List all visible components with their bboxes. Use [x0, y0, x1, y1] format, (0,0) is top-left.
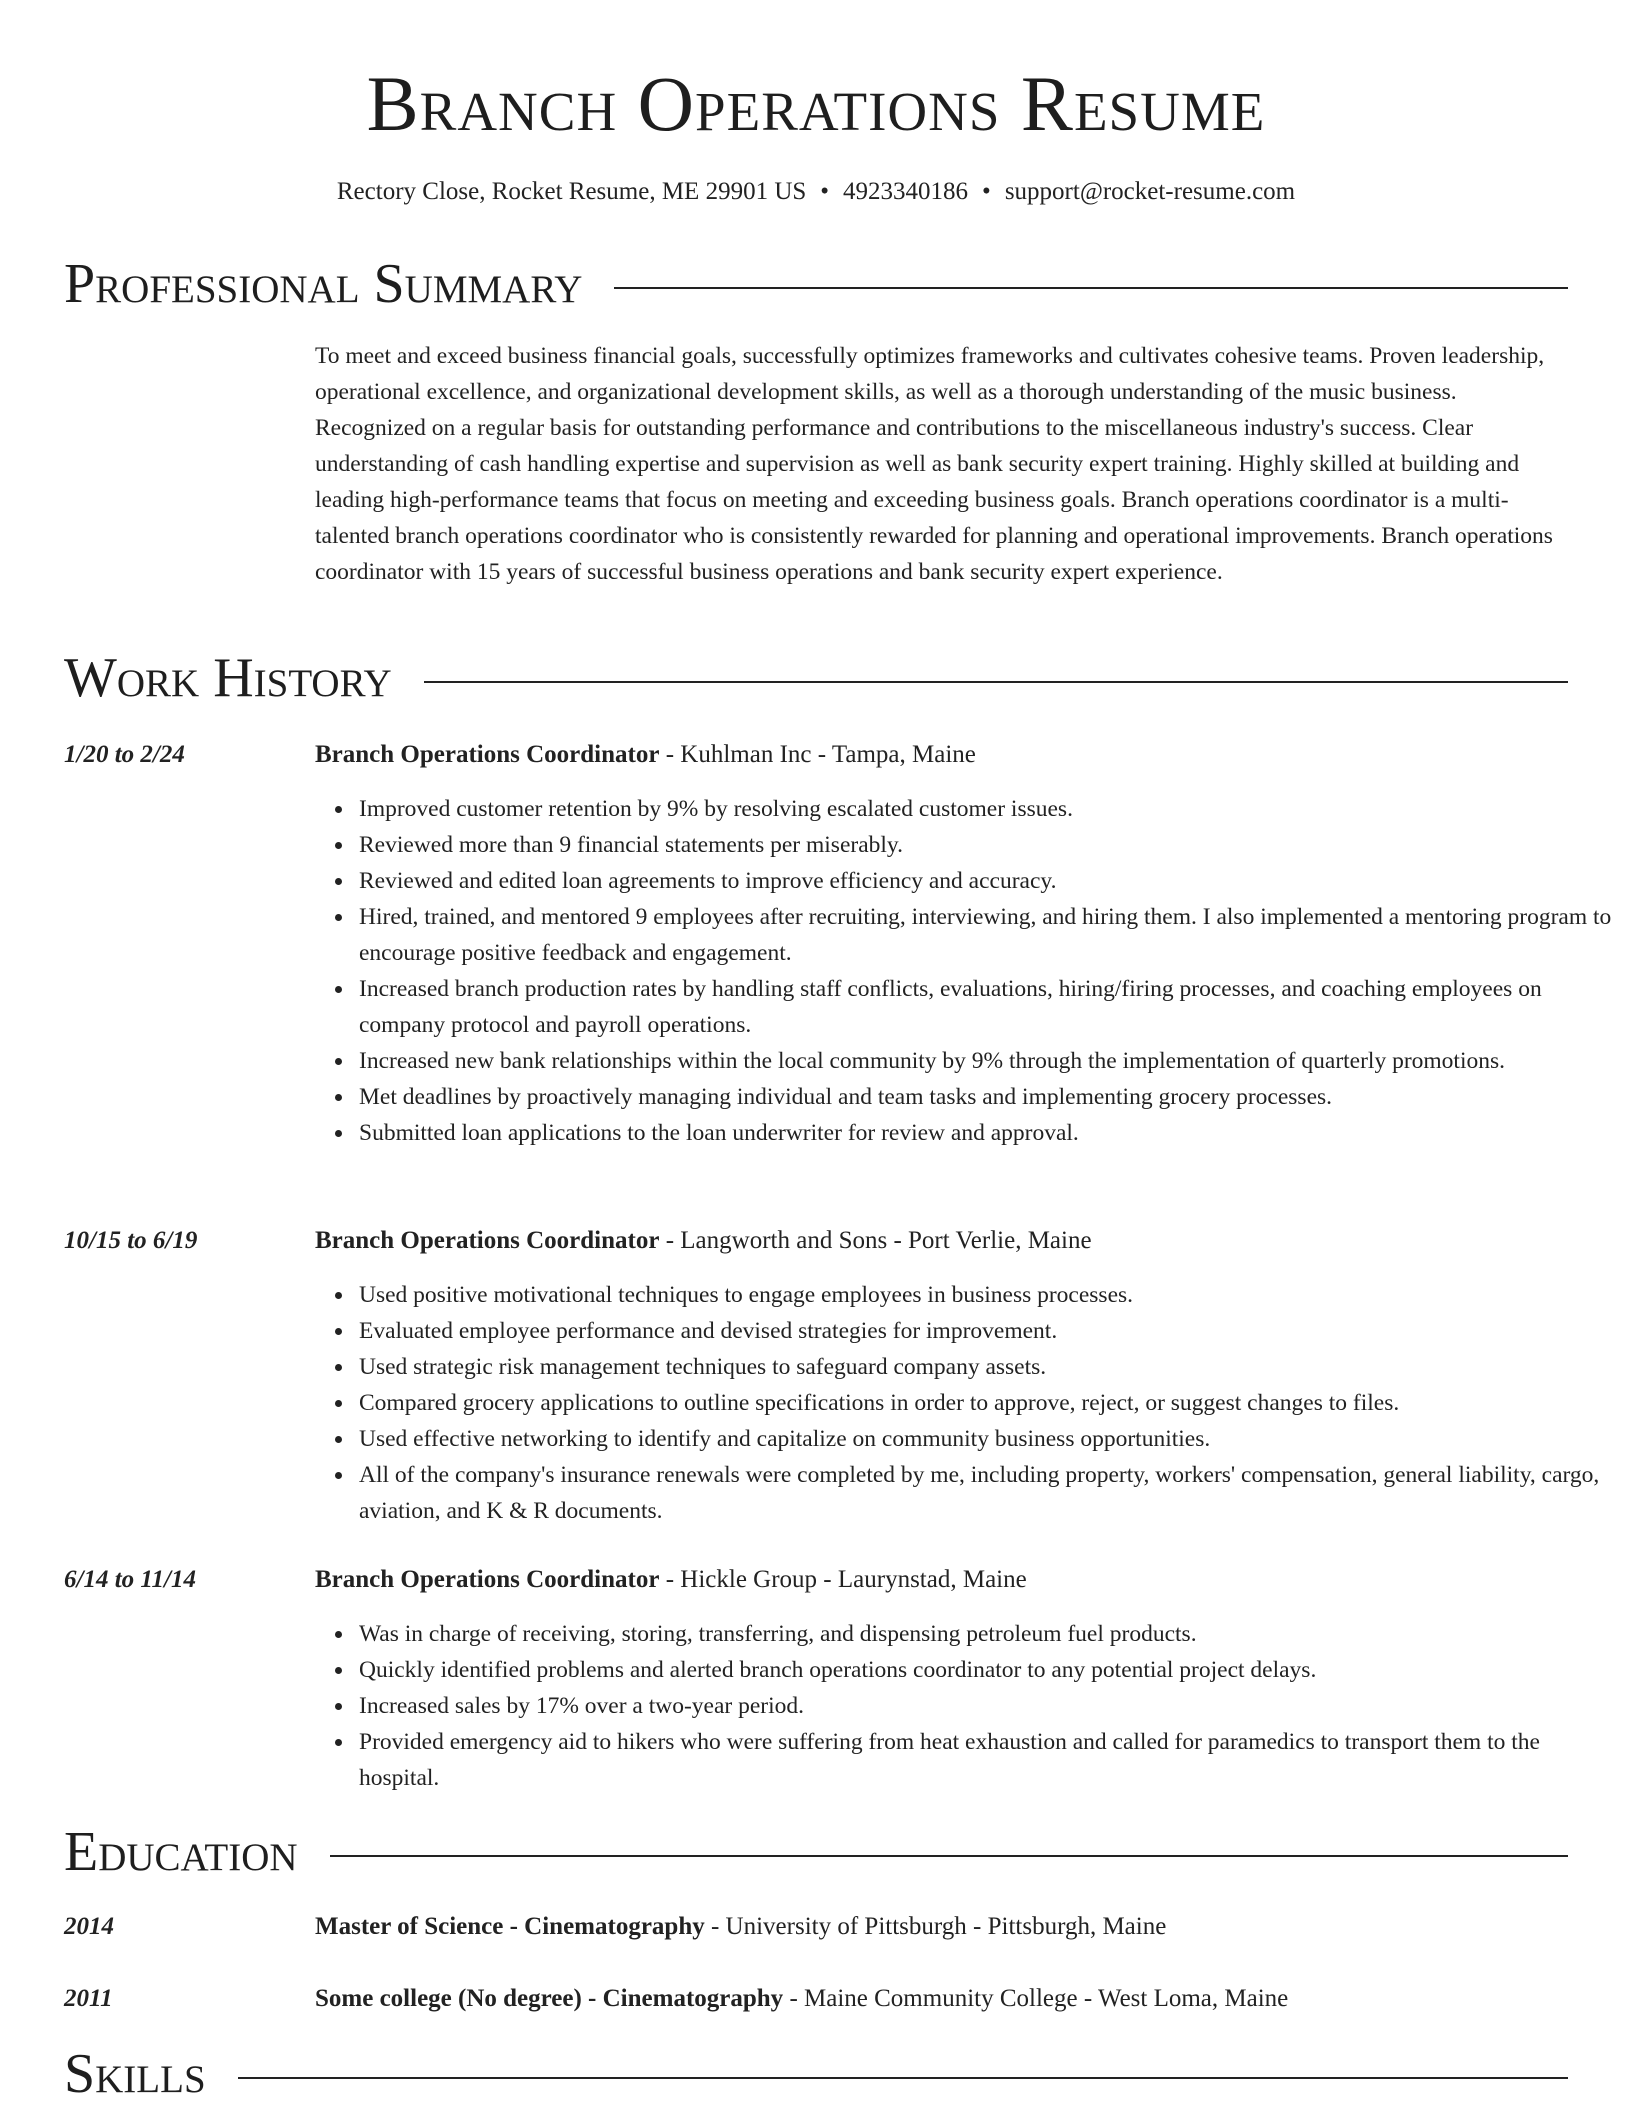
job-bullet: Compared grocery applications to outline specifications in order to approve, reject, or suggest changes to files. — [359, 1385, 1624, 1421]
job-bullet: Was in charge of receiving, storing, transferring, and dispensing petroleum fuel products. — [359, 1616, 1624, 1652]
job-bullet: Increased branch production rates by handling staff conflicts, evaluations, hiring/firing processes, and coaching employees on company protocol and payroll operations. — [359, 971, 1624, 1043]
resume-title: Branch Operations Resume — [366, 60, 1266, 147]
job-bullet: Used strategic risk management techniques to safeguard company assets. — [359, 1349, 1624, 1385]
job-heading — [315, 737, 1568, 773]
contact-email: support@rocket-resume.com — [1004, 178, 1296, 205]
job-bullets — [359, 1277, 1624, 1529]
education-section-title: Education — [64, 1821, 298, 1883]
summary-section-header — [64, 252, 1568, 316]
job-bullet: Met deadlines by proactively managing individual and team tasks and implementing grocery processes. — [359, 1079, 1624, 1115]
job-dates: 6/14 to 11/14 — [64, 1566, 196, 1593]
job-bullet: Improved customer retention by 9% by resolving escalated customer issues. — [359, 791, 1624, 827]
education-heading — [315, 1909, 1568, 1945]
education-year: 2014 — [64, 1913, 114, 1940]
job-bullet: Provided emergency aid to hikers who were suffering from heat exhaustion and called for paramedics to transport them to the hospital. — [359, 1724, 1624, 1796]
section-divider — [614, 287, 1568, 289]
job-bullet: Increased new bank relationships within the local community by 9% through the implementation of quarterly promotions. — [359, 1043, 1624, 1079]
contact-address: Rectory Close, Rocket Resume, ME 29901 US — [336, 178, 807, 205]
contact-separator: • — [820, 178, 830, 205]
job-details: - Kuhlman Inc - Tampa, Maine — [659, 741, 976, 768]
job-role: Branch Operations Coordinator — [315, 741, 660, 768]
job-bullet: All of the company's insurance renewals were completed by me, including property, workers' compensation, general liability, cargo, aviation, and K & R documents. — [359, 1457, 1624, 1529]
education-degree: Master of Science - Cinematography — [315, 1913, 705, 1940]
job-bullet: Used positive motivational techniques to engage employees in business processes. — [359, 1277, 1624, 1313]
job-role: Branch Operations Coordinator — [315, 1566, 660, 1593]
section-divider — [424, 681, 1568, 683]
education-heading — [315, 1981, 1568, 2017]
work-section-title: Work History — [64, 647, 392, 709]
work-section-header — [64, 646, 1568, 710]
job-bullet: Quickly identified problems and alerted branch operations coordinator to any potential project delays. — [359, 1652, 1624, 1688]
education-details: - University of Pittsburgh - Pittsburgh, Maine — [704, 1913, 1167, 1940]
contact-separator: • — [982, 178, 991, 205]
job-bullet: Evaluated employee performance and devised strategies for improvement. — [359, 1313, 1624, 1349]
contact-phone: 4923340186 — [843, 178, 969, 205]
job-bullet: Reviewed more than 9 financial statements per miserably. — [359, 827, 1624, 863]
education-details: - Maine Community College - West Loma, Maine — [783, 1985, 1289, 2012]
job-bullet: Hired, trained, and mentored 9 employees after recruiting, interviewing, and hiring them. I also implemented a mentoring program to encourage positive feedback and engagement. — [359, 899, 1624, 971]
summary-text: To meet and exceed business financial goals, successfully optimizes frameworks and cultivates cohesive teams. Proven leadership, operational excellence, and organizational development skills, as well as a thorough understanding of the music business. Recognized on a regular basis for outstanding performance and contributions to the miscellaneous industry's success. Clear understanding of cash handling expertise and supervision as well as bank security expert training. Highly skilled at building and leading high-performance teams that focus on meeting and exceeding business goals. Branch operations coordinator is a multi-talented branch operations coordinator who is consistently rewarded for planning and operational improvements. Branch operations coordinator with 15 years of successful business operations and bank security expert experience. — [315, 343, 1553, 585]
job-heading — [315, 1562, 1568, 1598]
job-details: - Hickle Group - Laurynstad, Maine — [659, 1566, 1027, 1593]
job-dates: 1/20 to 2/24 — [64, 741, 185, 768]
job-bullets — [359, 1616, 1624, 1796]
section-divider — [330, 1855, 1568, 1857]
contact-line — [0, 176, 1632, 208]
job-bullet: Used effective networking to identify and capitalize on community business opportunities. — [359, 1421, 1624, 1457]
skills-section-header — [64, 2042, 1568, 2106]
job-heading — [315, 1223, 1568, 1259]
job-bullets — [359, 791, 1624, 1151]
education-year: 2011 — [64, 1985, 113, 2012]
skills-section-title: Skills — [64, 2043, 206, 2105]
education-degree: Some college (No degree) - Cinematography — [315, 1985, 784, 2012]
job-dates: 10/15 to 6/19 — [64, 1227, 198, 1254]
job-bullet: Increased sales by 17% over a two-year period. — [359, 1688, 1624, 1724]
section-divider — [238, 2077, 1568, 2079]
education-section-header — [64, 1820, 1568, 1884]
job-role: Branch Operations Coordinator — [315, 1227, 660, 1254]
job-bullet: Submitted loan applications to the loan underwriter for review and approval. — [359, 1115, 1624, 1151]
job-bullet: Reviewed and edited loan agreements to improve efficiency and accuracy. — [359, 863, 1624, 899]
summary-section-title: Professional Summary — [64, 253, 583, 315]
job-details: - Langworth and Sons - Port Verlie, Maine — [659, 1227, 1092, 1254]
